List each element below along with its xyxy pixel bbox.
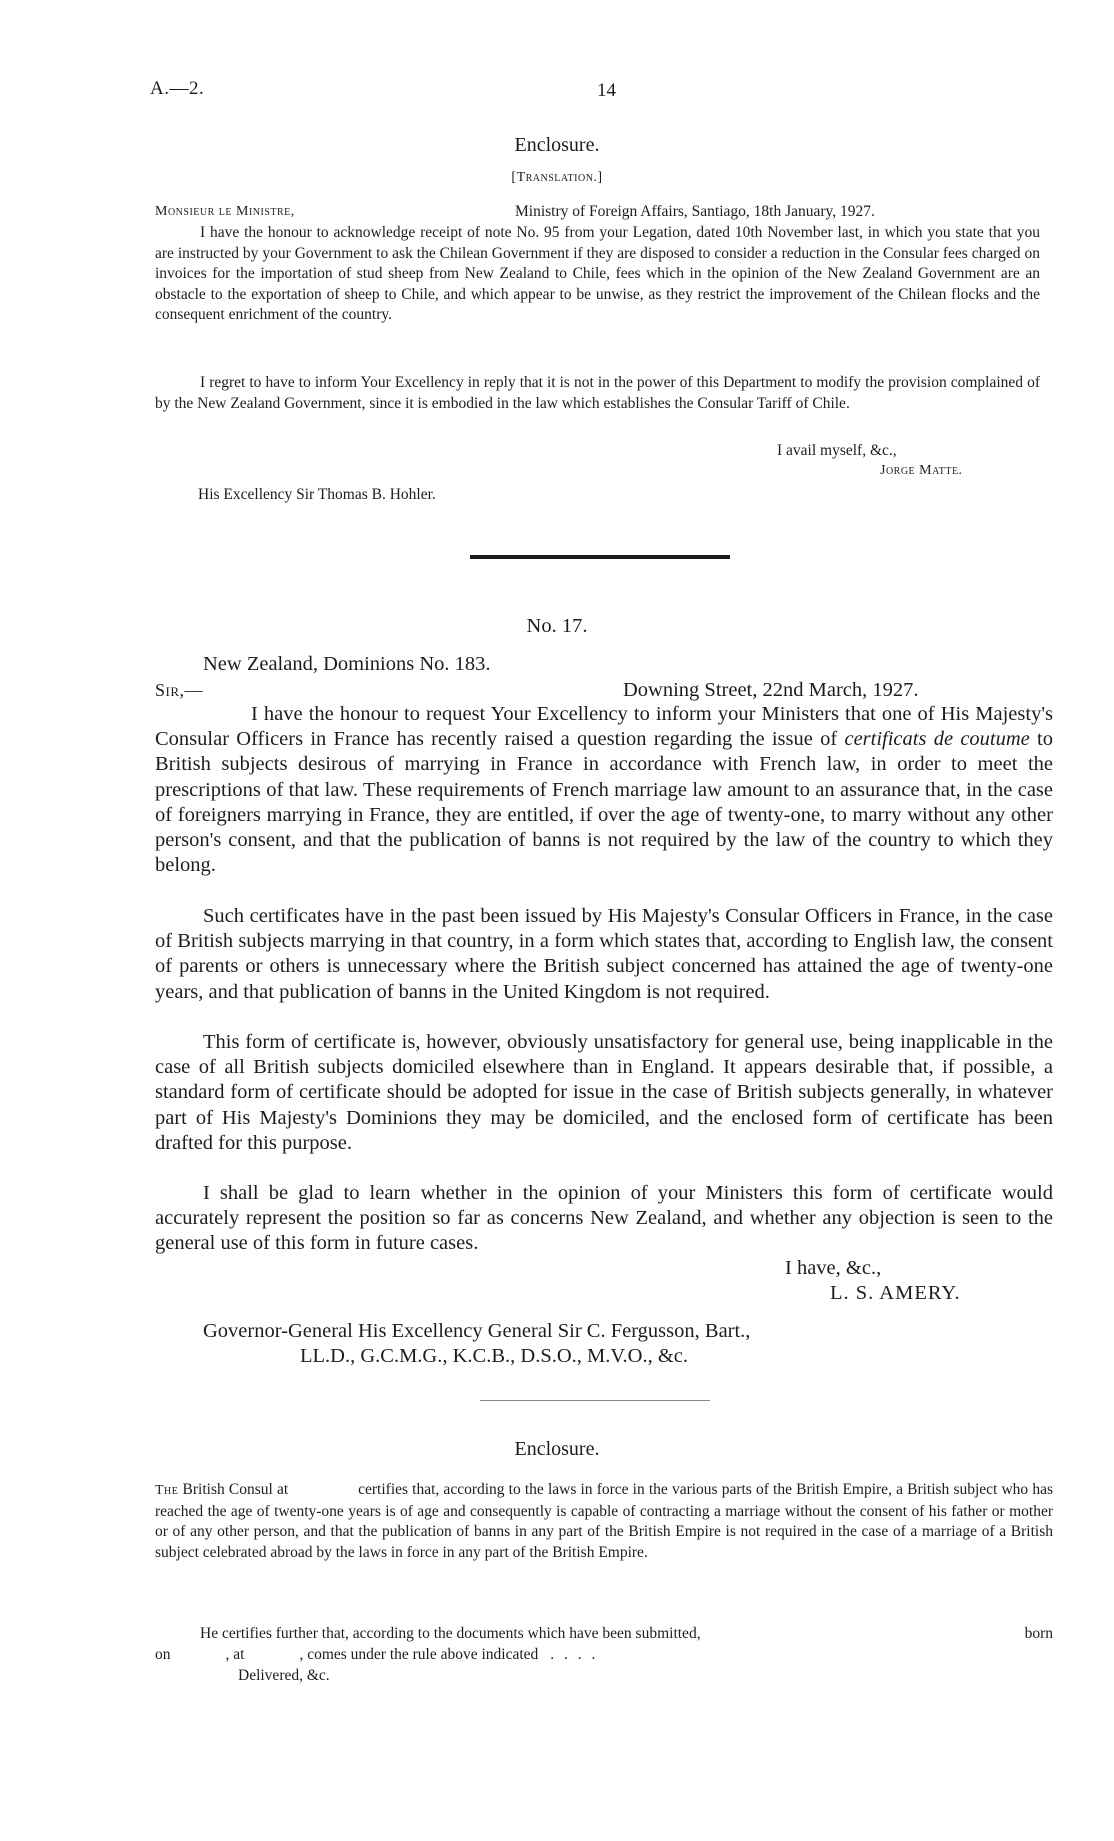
letter-paragraph-2-text: Such certificates have in the past been issued by His Majesty's Consular Officers in France, in the case of British subjects marrying in that country, in a form which states that, according to English law, the consent of parents or others is unnecessary where the British subject concerned has attained the age of twenty-one years, and that publication of banns in the United Kingdom is not required. xyxy=(155,905,1053,1003)
letter-number: No. 17. xyxy=(526,615,588,637)
enclosure1-place-date: Ministry of Foreign Affairs, Santiago, 18th January, 1927. xyxy=(515,203,875,220)
enclosure2-paragraph-2-line-1 xyxy=(155,1624,1053,1645)
thin-divider xyxy=(480,1400,710,1401)
letter-paragraph-1 xyxy=(155,702,1053,878)
letter-paragraph-1-text-a: I have the honour to request Your Excellency to inform your Ministers that one of His Majesty's Consular Officers in France has recently raised a question regarding the issue of xyxy=(155,703,1053,751)
enclosure1-closing: I avail myself, &c., xyxy=(777,442,897,459)
enclosure1-salutation: Monsieur le Ministre, xyxy=(155,204,295,219)
enclosure2-born: born xyxy=(1024,1625,1053,1642)
enclosure2-on: on xyxy=(155,1646,171,1663)
enclosure2-lead: The xyxy=(155,1483,179,1498)
enclosure1-title: Enclosure. xyxy=(514,134,600,156)
letter-addressee-line-1: Governor-General His Excellency General Sir C. Fergusson, Bart., xyxy=(203,1320,751,1342)
enclosure2-title: Enclosure. xyxy=(514,1438,600,1460)
enclosure1-paragraph-1 xyxy=(155,223,1040,326)
enclosure2-at: , at xyxy=(225,1646,245,1663)
letter-signature: L. S. AMERY. xyxy=(830,1282,961,1304)
certificats-de-coutume: certificats de coutume xyxy=(844,728,1030,751)
letter-paragraph-3-text: This form of certificate is, however, obviously unsatisfactory for general use, being inapplicable in the case of all British subjects domiciled elsewhere than in England. It appears desirable that, if possible, a standard form of certificate should be adopted for issue in the case of British subjects generally, in whatever part of His Majesty's Dominions they may be domiciled, and the enclosed form of certificate has been drafted for this purpose. xyxy=(155,1031,1053,1154)
enclosure2-paragraph-1 xyxy=(155,1480,1053,1563)
enclosure2-consul: British Consul at xyxy=(182,1481,289,1498)
enclosure2-paragraph-1-text: certifies that, according to the laws in force in the various parts of the British Empire, a British subject who has reached the age of twenty-one years is of age and consequently is capable of contracting a marriage without the consent of his father or mother or of any other person, and that the publication of banns in any part of the British Empire is not required in the case of a marriage of a British subject celebrated abroad by the laws in force in any part of the British Empire. xyxy=(155,1481,1053,1561)
letter-closing: I have, &c., xyxy=(785,1257,882,1279)
page-number: 14 xyxy=(597,80,616,101)
section-divider xyxy=(470,555,730,559)
letter-place-date: Downing Street, 22nd March, 1927. xyxy=(623,679,919,701)
enclosure2-paragraph-2-text: He certifies further that, according to the documents which have been submitted, xyxy=(200,1625,701,1642)
enclosure2-paragraph-2-line-2 xyxy=(155,1645,598,1666)
letter-paragraph-4 xyxy=(155,1181,1053,1257)
letter-paragraph-1-text-b: to British subjects desirous of marrying in France in accordance with French law, in order to meet the prescriptions of that law. These requirements of French marriage law amount to an assurance that, in the case of foreigners marrying in France, they are entitled, if over the age of twenty-one, to marry without any other person's consent, and that the publication of banns is not required by the law of the country to which they belong. xyxy=(155,728,1053,877)
enclosure1-addressee: His Excellency Sir Thomas B. Hohler. xyxy=(198,486,436,503)
dominion-reference: New Zealand, Dominions No. 183. xyxy=(203,653,491,675)
enclosure1-paragraph-1-text: I have the honour to acknowledge receipt of note No. 95 from your Legation, dated 10th November last, in which you state that you are instructed by your Government to ask the Chilean Government if they are disposed to consider a reduction in the Consular fees charged on invoices for the importation of stud sheep from New Zealand to Chile, fees which in the opinion of the New Zealand Government are an obstacle to the exportation of sheep to Chile, and which appear to be unwise, as they restrict the improvement of the Chilean flocks and the consequent enrichment of the country. xyxy=(155,224,1040,323)
enclosure2-dots: . . . . xyxy=(550,1646,599,1663)
letter-paragraph-4-text: I shall be glad to learn whether in the opinion of your Ministers this form of certificate would accurately represent the position so far as concerns New Zealand, and whether any objection is seen to the general use of this form in future cases. xyxy=(155,1182,1053,1255)
enclosure2-delivered: Delivered, &c. xyxy=(238,1667,330,1684)
letter-paragraph-2 xyxy=(155,904,1053,1005)
letter-paragraph-3 xyxy=(155,1030,1053,1156)
enclosure2-rule-text: , comes under the rule above indicated xyxy=(299,1646,539,1663)
enclosure1-paragraph-2-text: I regret to have to inform Your Excellency in reply that it is not in the power of this Department to modify the provision complained of by the New Zealand Government, since it is embodied in the law which establishes the Consular Tariff of Chile. xyxy=(155,374,1040,412)
translation-label: [Translation.] xyxy=(511,170,603,185)
letter-salutation: Sir,— xyxy=(155,680,204,700)
letter-addressee-line-2: LL.D., G.C.M.G., K.C.B., D.S.O., M.V.O., &c. xyxy=(300,1345,689,1367)
page-ref: A.—2. xyxy=(150,78,205,99)
enclosure1-signature: Jorge Matte. xyxy=(880,463,963,478)
enclosure1-paragraph-2 xyxy=(155,373,1040,414)
